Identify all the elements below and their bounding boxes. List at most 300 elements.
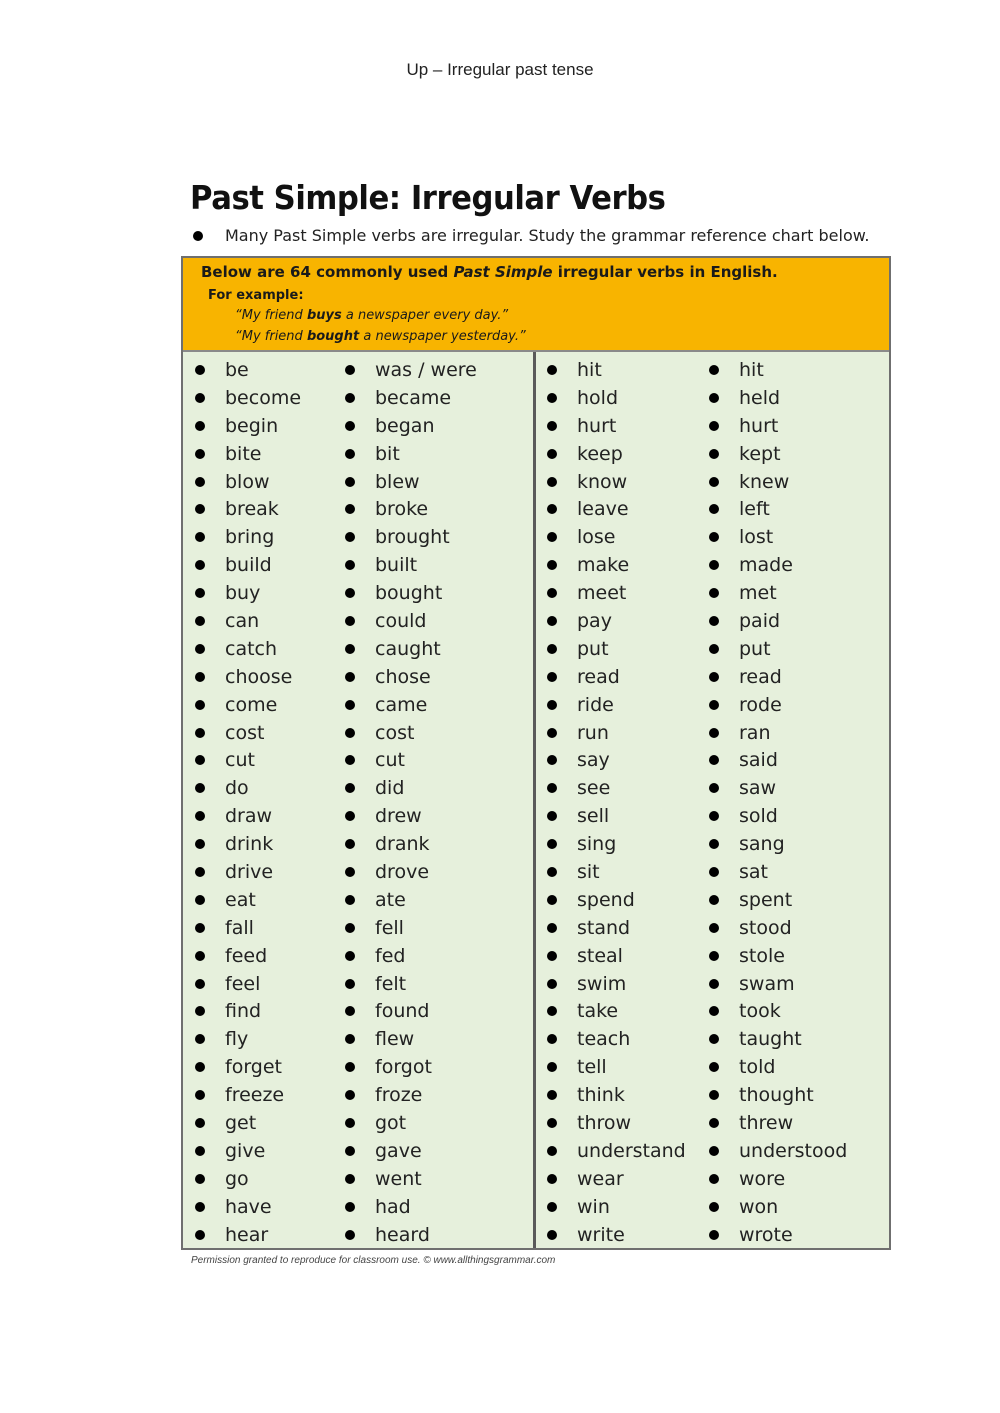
bullet-icon xyxy=(709,951,719,961)
verb-entry xyxy=(547,830,686,858)
verb-entry xyxy=(547,607,686,635)
bullet-icon xyxy=(547,783,557,793)
verb-text: lost xyxy=(739,526,774,549)
bullet-icon xyxy=(195,895,205,905)
bullet-icon xyxy=(195,979,205,989)
bullet-icon xyxy=(345,1230,355,1240)
verb-entry xyxy=(709,635,847,663)
verb-text: came xyxy=(375,693,428,716)
verb-text: be xyxy=(225,358,249,381)
verb-text: have xyxy=(225,1195,272,1218)
bullet-icon xyxy=(547,1146,557,1156)
bullet-icon xyxy=(345,979,355,989)
verb-text: hit xyxy=(577,358,602,381)
bullet-icon xyxy=(547,728,557,738)
verb-text: left xyxy=(739,498,770,521)
verb-entry xyxy=(345,830,477,858)
verb-text: ride xyxy=(577,693,614,716)
page-header: Up – Irregular past tense xyxy=(406,60,594,79)
verb-text: knew xyxy=(739,470,790,493)
verb-text: took xyxy=(739,1000,781,1023)
verb-text: can xyxy=(225,609,260,632)
bullet-icon xyxy=(195,1202,205,1212)
verb-entry xyxy=(547,914,686,942)
verb-entry xyxy=(195,1137,301,1165)
verb-text: break xyxy=(225,498,279,521)
bullet-icon xyxy=(195,421,205,431)
bullet-icon xyxy=(195,504,205,514)
bullet-icon xyxy=(709,867,719,877)
bullet-icon xyxy=(345,1202,355,1212)
verb-entry xyxy=(195,495,301,523)
verb-entry xyxy=(547,1025,686,1053)
bullet-icon xyxy=(195,1230,205,1240)
bullet-icon xyxy=(547,979,557,989)
verb-entry xyxy=(345,412,477,440)
verb-entry xyxy=(709,942,847,970)
verb-text: choose xyxy=(225,665,293,688)
verb-entry xyxy=(195,663,301,691)
bullet-icon xyxy=(345,616,355,626)
verb-text: built xyxy=(375,554,418,577)
verb-text: know xyxy=(577,470,628,493)
bullet-icon xyxy=(709,1118,719,1128)
verb-text: rode xyxy=(739,693,782,716)
verb-entry xyxy=(195,1165,301,1193)
bullet-icon xyxy=(195,951,205,961)
verb-text: held xyxy=(739,386,781,409)
verb-entry xyxy=(709,719,847,747)
verb-text: think xyxy=(577,1084,625,1107)
bullet-icon xyxy=(547,1202,557,1212)
bullet-icon xyxy=(709,700,719,710)
verb-text: read xyxy=(577,665,620,688)
verb-text: became xyxy=(375,386,452,409)
bullet-icon xyxy=(547,504,557,514)
bullet-icon xyxy=(709,1202,719,1212)
bullet-icon xyxy=(195,588,205,598)
verb-entry xyxy=(709,579,847,607)
verb-text: fall xyxy=(225,916,254,939)
verb-entry xyxy=(195,997,301,1025)
bullet-icon xyxy=(709,1062,719,1072)
verb-text: threw xyxy=(739,1111,794,1134)
bullet-icon xyxy=(709,728,719,738)
verb-entry xyxy=(709,1221,847,1249)
bullet-icon xyxy=(709,588,719,598)
verb-entry xyxy=(345,607,477,635)
verb-text: began xyxy=(375,414,435,437)
bullet-icon xyxy=(547,1062,557,1072)
verb-text: stood xyxy=(739,916,792,939)
bullet-icon xyxy=(547,700,557,710)
bullet-icon xyxy=(709,1006,719,1016)
verb-entry xyxy=(709,1025,847,1053)
bullet-icon xyxy=(345,755,355,765)
bullet-icon xyxy=(709,895,719,905)
bullet-icon xyxy=(195,923,205,933)
bullet-icon xyxy=(195,867,205,877)
verb-entry xyxy=(709,356,847,384)
bullet-icon xyxy=(345,393,355,403)
bullet-icon xyxy=(195,783,205,793)
verb-entry xyxy=(547,468,686,496)
bullet-icon xyxy=(345,700,355,710)
verb-entry xyxy=(195,440,301,468)
verb-entry xyxy=(195,412,301,440)
verb-text: keep xyxy=(577,442,623,465)
verb-entry xyxy=(345,1081,477,1109)
verb-entry xyxy=(547,997,686,1025)
bullet-icon xyxy=(345,532,355,542)
verb-entry xyxy=(195,384,301,412)
bullet-icon xyxy=(709,477,719,487)
verb-entry xyxy=(345,942,477,970)
verb-entry xyxy=(195,719,301,747)
verb-entry xyxy=(195,942,301,970)
verb-entry xyxy=(345,440,477,468)
verb-text: throw xyxy=(577,1111,632,1134)
verb-entry xyxy=(345,970,477,998)
verb-text: did xyxy=(375,777,405,800)
banner-heading: Below are 64 commonly used Past Simple irregular verbs in English. xyxy=(201,263,778,281)
base-verbs-right-column xyxy=(547,356,686,1249)
verb-text: taught xyxy=(739,1028,802,1051)
verb-entry xyxy=(547,691,686,719)
verb-text: sit xyxy=(577,860,600,883)
verb-text: was / were xyxy=(375,358,477,381)
verb-entry xyxy=(547,802,686,830)
verb-entry xyxy=(345,1221,477,1249)
bullet-icon xyxy=(547,421,557,431)
verb-text: eat xyxy=(225,888,256,911)
verb-text: sing xyxy=(577,833,617,856)
bullet-icon xyxy=(709,616,719,626)
verb-text: felt xyxy=(375,972,407,995)
bullet-icon xyxy=(345,672,355,682)
bullet-icon xyxy=(547,477,557,487)
bullet-icon xyxy=(547,588,557,598)
verb-entry xyxy=(547,1137,686,1165)
verb-entry xyxy=(547,412,686,440)
verb-text: broke xyxy=(375,498,429,521)
verb-entry xyxy=(345,495,477,523)
verb-entry xyxy=(195,1053,301,1081)
verb-text: blow xyxy=(225,470,270,493)
verb-entry xyxy=(547,942,686,970)
verb-text: make xyxy=(577,554,630,577)
bullet-icon xyxy=(547,1006,557,1016)
verb-entry xyxy=(547,1193,686,1221)
verb-text: forgot xyxy=(375,1056,432,1079)
verb-text: spend xyxy=(577,888,635,911)
verb-entry xyxy=(345,635,477,663)
bullet-icon xyxy=(345,895,355,905)
verb-entry xyxy=(709,746,847,774)
verb-text: heard xyxy=(375,1223,430,1246)
bullet-icon xyxy=(345,1090,355,1100)
verb-entry xyxy=(195,468,301,496)
bullet-icon xyxy=(193,231,203,241)
verb-entry xyxy=(195,914,301,942)
verb-text: bought xyxy=(375,582,443,605)
verb-entry xyxy=(547,858,686,886)
verb-text: understand xyxy=(577,1139,686,1162)
verb-entry xyxy=(345,802,477,830)
bullet-icon xyxy=(547,839,557,849)
bullet-icon xyxy=(709,755,719,765)
verb-text: made xyxy=(739,554,793,577)
past-verbs-left-column xyxy=(345,356,477,1249)
verb-text: sold xyxy=(739,805,778,828)
bullet-icon xyxy=(195,1062,205,1072)
bullet-icon xyxy=(709,560,719,570)
verb-entry xyxy=(547,746,686,774)
verb-entry xyxy=(709,886,847,914)
page-title: Past Simple: Irregular Verbs xyxy=(190,178,666,217)
verb-text: ran xyxy=(739,721,771,744)
verb-entry xyxy=(195,1025,301,1053)
verb-entry xyxy=(709,970,847,998)
verb-text: build xyxy=(225,554,272,577)
bullet-icon xyxy=(345,728,355,738)
verb-text: told xyxy=(739,1056,776,1079)
bullet-icon xyxy=(547,644,557,654)
verb-text: drank xyxy=(375,833,430,856)
intro-line xyxy=(193,226,869,245)
verb-text: gave xyxy=(375,1139,422,1162)
verb-entry xyxy=(195,551,301,579)
verb-entry xyxy=(547,1221,686,1249)
verb-entry xyxy=(709,551,847,579)
bullet-icon xyxy=(547,923,557,933)
verb-text: read xyxy=(739,665,782,688)
bullet-icon xyxy=(195,616,205,626)
bullet-icon xyxy=(547,1118,557,1128)
verb-text: pay xyxy=(577,609,612,632)
verb-text: put xyxy=(577,637,609,660)
verb-text: sang xyxy=(739,833,785,856)
verb-text: catch xyxy=(225,637,278,660)
verb-text: give xyxy=(225,1139,266,1162)
example-label: For example: xyxy=(208,288,304,303)
verb-text: fed xyxy=(375,944,406,967)
bullet-icon xyxy=(709,979,719,989)
verb-text: cut xyxy=(225,749,255,772)
bullet-icon xyxy=(709,923,719,933)
verb-text: ate xyxy=(375,888,406,911)
verb-entry xyxy=(195,356,301,384)
verb-entry xyxy=(709,384,847,412)
verb-entry xyxy=(709,1053,847,1081)
bullet-icon xyxy=(547,616,557,626)
verb-entry xyxy=(345,886,477,914)
verb-entry xyxy=(345,914,477,942)
bullet-icon xyxy=(709,839,719,849)
verb-text: buy xyxy=(225,582,261,605)
verb-text: swim xyxy=(577,972,627,995)
verb-entry xyxy=(709,412,847,440)
bullet-icon xyxy=(195,644,205,654)
verb-text: put xyxy=(739,637,771,660)
verb-text: draw xyxy=(225,805,273,828)
verb-entry xyxy=(709,1137,847,1165)
verb-text: found xyxy=(375,1000,430,1023)
verb-entry xyxy=(547,495,686,523)
verb-entry xyxy=(709,997,847,1025)
bullet-icon xyxy=(547,672,557,682)
permission-note: Permission granted to reproduce for classroom use. © www.allthingsgrammar.com xyxy=(191,1255,556,1266)
verb-text: froze xyxy=(375,1084,423,1107)
verb-text: find xyxy=(225,1000,262,1023)
bullet-icon xyxy=(195,811,205,821)
bullet-icon xyxy=(709,449,719,459)
bullet-icon xyxy=(547,532,557,542)
verb-text: sell xyxy=(577,805,610,828)
bullet-icon xyxy=(195,1146,205,1156)
verb-entry xyxy=(345,579,477,607)
verb-entry xyxy=(345,1053,477,1081)
verb-entry xyxy=(547,774,686,802)
bullet-icon xyxy=(345,1118,355,1128)
example-present: “My friend buys a newspaper every day.” xyxy=(235,308,509,323)
bullet-icon xyxy=(195,1006,205,1016)
bullet-icon xyxy=(345,1034,355,1044)
verb-entry xyxy=(345,1025,477,1053)
verb-text: hit xyxy=(739,358,764,381)
verb-entry xyxy=(547,1081,686,1109)
verb-entry xyxy=(709,468,847,496)
bullet-icon xyxy=(547,1174,557,1184)
bullet-icon xyxy=(345,1174,355,1184)
verb-text: bite xyxy=(225,442,262,465)
bullet-icon xyxy=(195,839,205,849)
verb-entry xyxy=(547,970,686,998)
bullet-icon xyxy=(345,811,355,821)
verb-text: kept xyxy=(739,442,781,465)
verb-text: fell xyxy=(375,916,404,939)
verb-chart xyxy=(181,256,891,1250)
verb-entry xyxy=(345,746,477,774)
bullet-icon xyxy=(195,728,205,738)
bullet-icon xyxy=(547,1090,557,1100)
verb-text: chose xyxy=(375,665,431,688)
bullet-icon xyxy=(547,365,557,375)
verb-text: wear xyxy=(577,1167,624,1190)
bullet-icon xyxy=(709,1090,719,1100)
verb-text: cost xyxy=(375,721,415,744)
verb-text: go xyxy=(225,1167,249,1190)
verb-entry xyxy=(345,663,477,691)
verb-text: understood xyxy=(739,1139,848,1162)
bullet-icon xyxy=(195,672,205,682)
verb-entry xyxy=(709,523,847,551)
bullet-icon xyxy=(709,1230,719,1240)
verb-text: cut xyxy=(375,749,405,772)
verb-entry xyxy=(195,607,301,635)
verb-entry xyxy=(345,1193,477,1221)
bullet-icon xyxy=(547,951,557,961)
bullet-icon xyxy=(195,1118,205,1128)
verb-entry xyxy=(345,468,477,496)
verb-text: sat xyxy=(739,860,768,883)
verb-text: wore xyxy=(739,1167,786,1190)
bullet-icon xyxy=(547,811,557,821)
verb-text: saw xyxy=(739,777,777,800)
verb-entry xyxy=(195,635,301,663)
verb-entry xyxy=(547,579,686,607)
verb-text: spent xyxy=(739,888,793,911)
bullet-icon xyxy=(345,1006,355,1016)
verb-entry xyxy=(547,886,686,914)
verb-entry xyxy=(195,858,301,886)
bullet-icon xyxy=(195,560,205,570)
bullet-icon xyxy=(709,365,719,375)
verb-text: take xyxy=(577,1000,619,1023)
verb-text: leave xyxy=(577,498,629,521)
verb-entry xyxy=(345,356,477,384)
verb-entry xyxy=(709,1165,847,1193)
verb-entry xyxy=(345,384,477,412)
verb-text: come xyxy=(225,693,278,716)
verb-entry xyxy=(709,830,847,858)
bullet-icon xyxy=(345,1146,355,1156)
bullet-icon xyxy=(345,560,355,570)
verb-text: said xyxy=(739,749,778,772)
verb-entry xyxy=(547,551,686,579)
verb-entry xyxy=(547,523,686,551)
verb-text: thought xyxy=(739,1084,814,1107)
bullet-icon xyxy=(345,421,355,431)
bullet-icon xyxy=(345,588,355,598)
verb-text: tell xyxy=(577,1056,607,1079)
verb-text: could xyxy=(375,609,427,632)
verb-text: do xyxy=(225,777,249,800)
bullet-icon xyxy=(709,421,719,431)
verb-text: hurt xyxy=(577,414,617,437)
verb-entry xyxy=(547,384,686,412)
intro-text: Many Past Simple verbs are irregular. Study the grammar reference chart below. xyxy=(225,226,870,245)
chart-banner xyxy=(183,258,889,352)
verb-entry xyxy=(709,1109,847,1137)
bullet-icon xyxy=(345,1062,355,1072)
verb-text: feed xyxy=(225,944,268,967)
verb-entry xyxy=(345,551,477,579)
verb-entry xyxy=(195,830,301,858)
verb-text: cost xyxy=(225,721,265,744)
verb-text: feel xyxy=(225,972,261,995)
bullet-icon xyxy=(195,1174,205,1184)
bullet-icon xyxy=(195,1090,205,1100)
verb-text: went xyxy=(375,1167,422,1190)
verb-entry xyxy=(345,774,477,802)
verb-text: become xyxy=(225,386,302,409)
base-verbs-left-column xyxy=(195,356,301,1249)
verb-text: begin xyxy=(225,414,279,437)
verb-entry xyxy=(709,663,847,691)
verb-entry xyxy=(709,914,847,942)
verb-entry xyxy=(195,579,301,607)
verb-entry xyxy=(709,440,847,468)
bullet-icon xyxy=(547,1230,557,1240)
bullet-icon xyxy=(345,923,355,933)
bullet-icon xyxy=(709,1034,719,1044)
verb-text: drive xyxy=(225,860,274,883)
example-past: “My friend bought a newspaper yesterday.” xyxy=(235,329,526,344)
verb-text: caught xyxy=(375,637,441,660)
bullet-icon xyxy=(195,532,205,542)
verb-text: wrote xyxy=(739,1223,793,1246)
